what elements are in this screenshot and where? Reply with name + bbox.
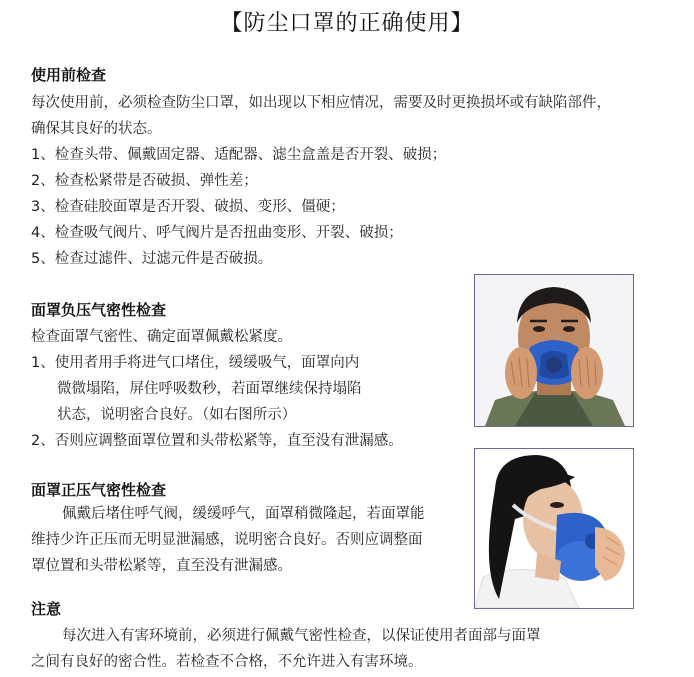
list-item: 1、检查头带、佩戴固定器、适配器、滤尘盒盖是否开裂、破损； [31,147,447,163]
list-item: 3、检查硅胶面罩是否开裂、破损、变形、僵硬； [31,199,345,215]
paragraph-line: 确保其良好的状态。 [31,121,162,137]
photo-positive-pressure-check [474,448,634,609]
page-title: 【防尘口罩的正确使用】 [220,11,474,36]
section-heading-notice: 注意 [31,600,62,618]
list-item-continuation: 微微塌陷，屏住呼吸数秒，若面罩继续保持塌陷 [57,381,362,397]
list-item: 2、检查松紧带是否破损、弹性差； [31,173,258,189]
paragraph-line: 维持少许正压而无明显泄漏感，说明密合良好。否则应调整面 [31,532,423,548]
section-heading-negative-pressure: 面罩负压气密性检查 [31,301,167,319]
woman-wearing-respirator-illustration [475,449,633,608]
paragraph-line: 每次使用前，必须检查防尘口罩，如出现以下相应情况，需要及时更换损坏或有缺陷部件， [31,95,611,111]
paragraph-line: 检查面罩气密性、确定面罩佩戴松紧度。 [31,329,292,345]
list-item: 5、检查过滤件、过滤元件是否破损。 [31,251,273,267]
section-heading-positive-pressure: 面罩正压气密性检查 [31,481,167,499]
photo-negative-pressure-check [474,274,634,427]
paragraph-line: 每次进入有害环境前，必须进行佩戴气密性检查，以保证使用者面部与面罩 [62,628,541,644]
list-item: 1、使用者用手将进气口堵住，缓缓吸气，面罩向内 [31,355,360,371]
section-heading-pre-use-check: 使用前检查 [31,66,107,84]
list-item: 4、检查吸气阀片、呼气阀片是否扭曲变形、开裂、破损； [31,225,403,241]
paragraph-line: 佩戴后堵住呼气阀，缓缓呼气，面罩稍微隆起，若面罩能 [62,506,425,522]
list-item-continuation: 状态，说明密合良好。（如右图所示） [57,407,297,423]
paragraph-line: 之间有良好的密合性。若检查不合格，不允许进入有害环境。 [31,654,423,670]
list-item: 2、否则应调整面罩位置和头带松紧等，直至没有泄漏感。 [31,433,403,449]
man-wearing-respirator-illustration [475,275,633,426]
paragraph-line: 罩位置和头带松紧等，直至没有泄漏感。 [31,558,292,574]
